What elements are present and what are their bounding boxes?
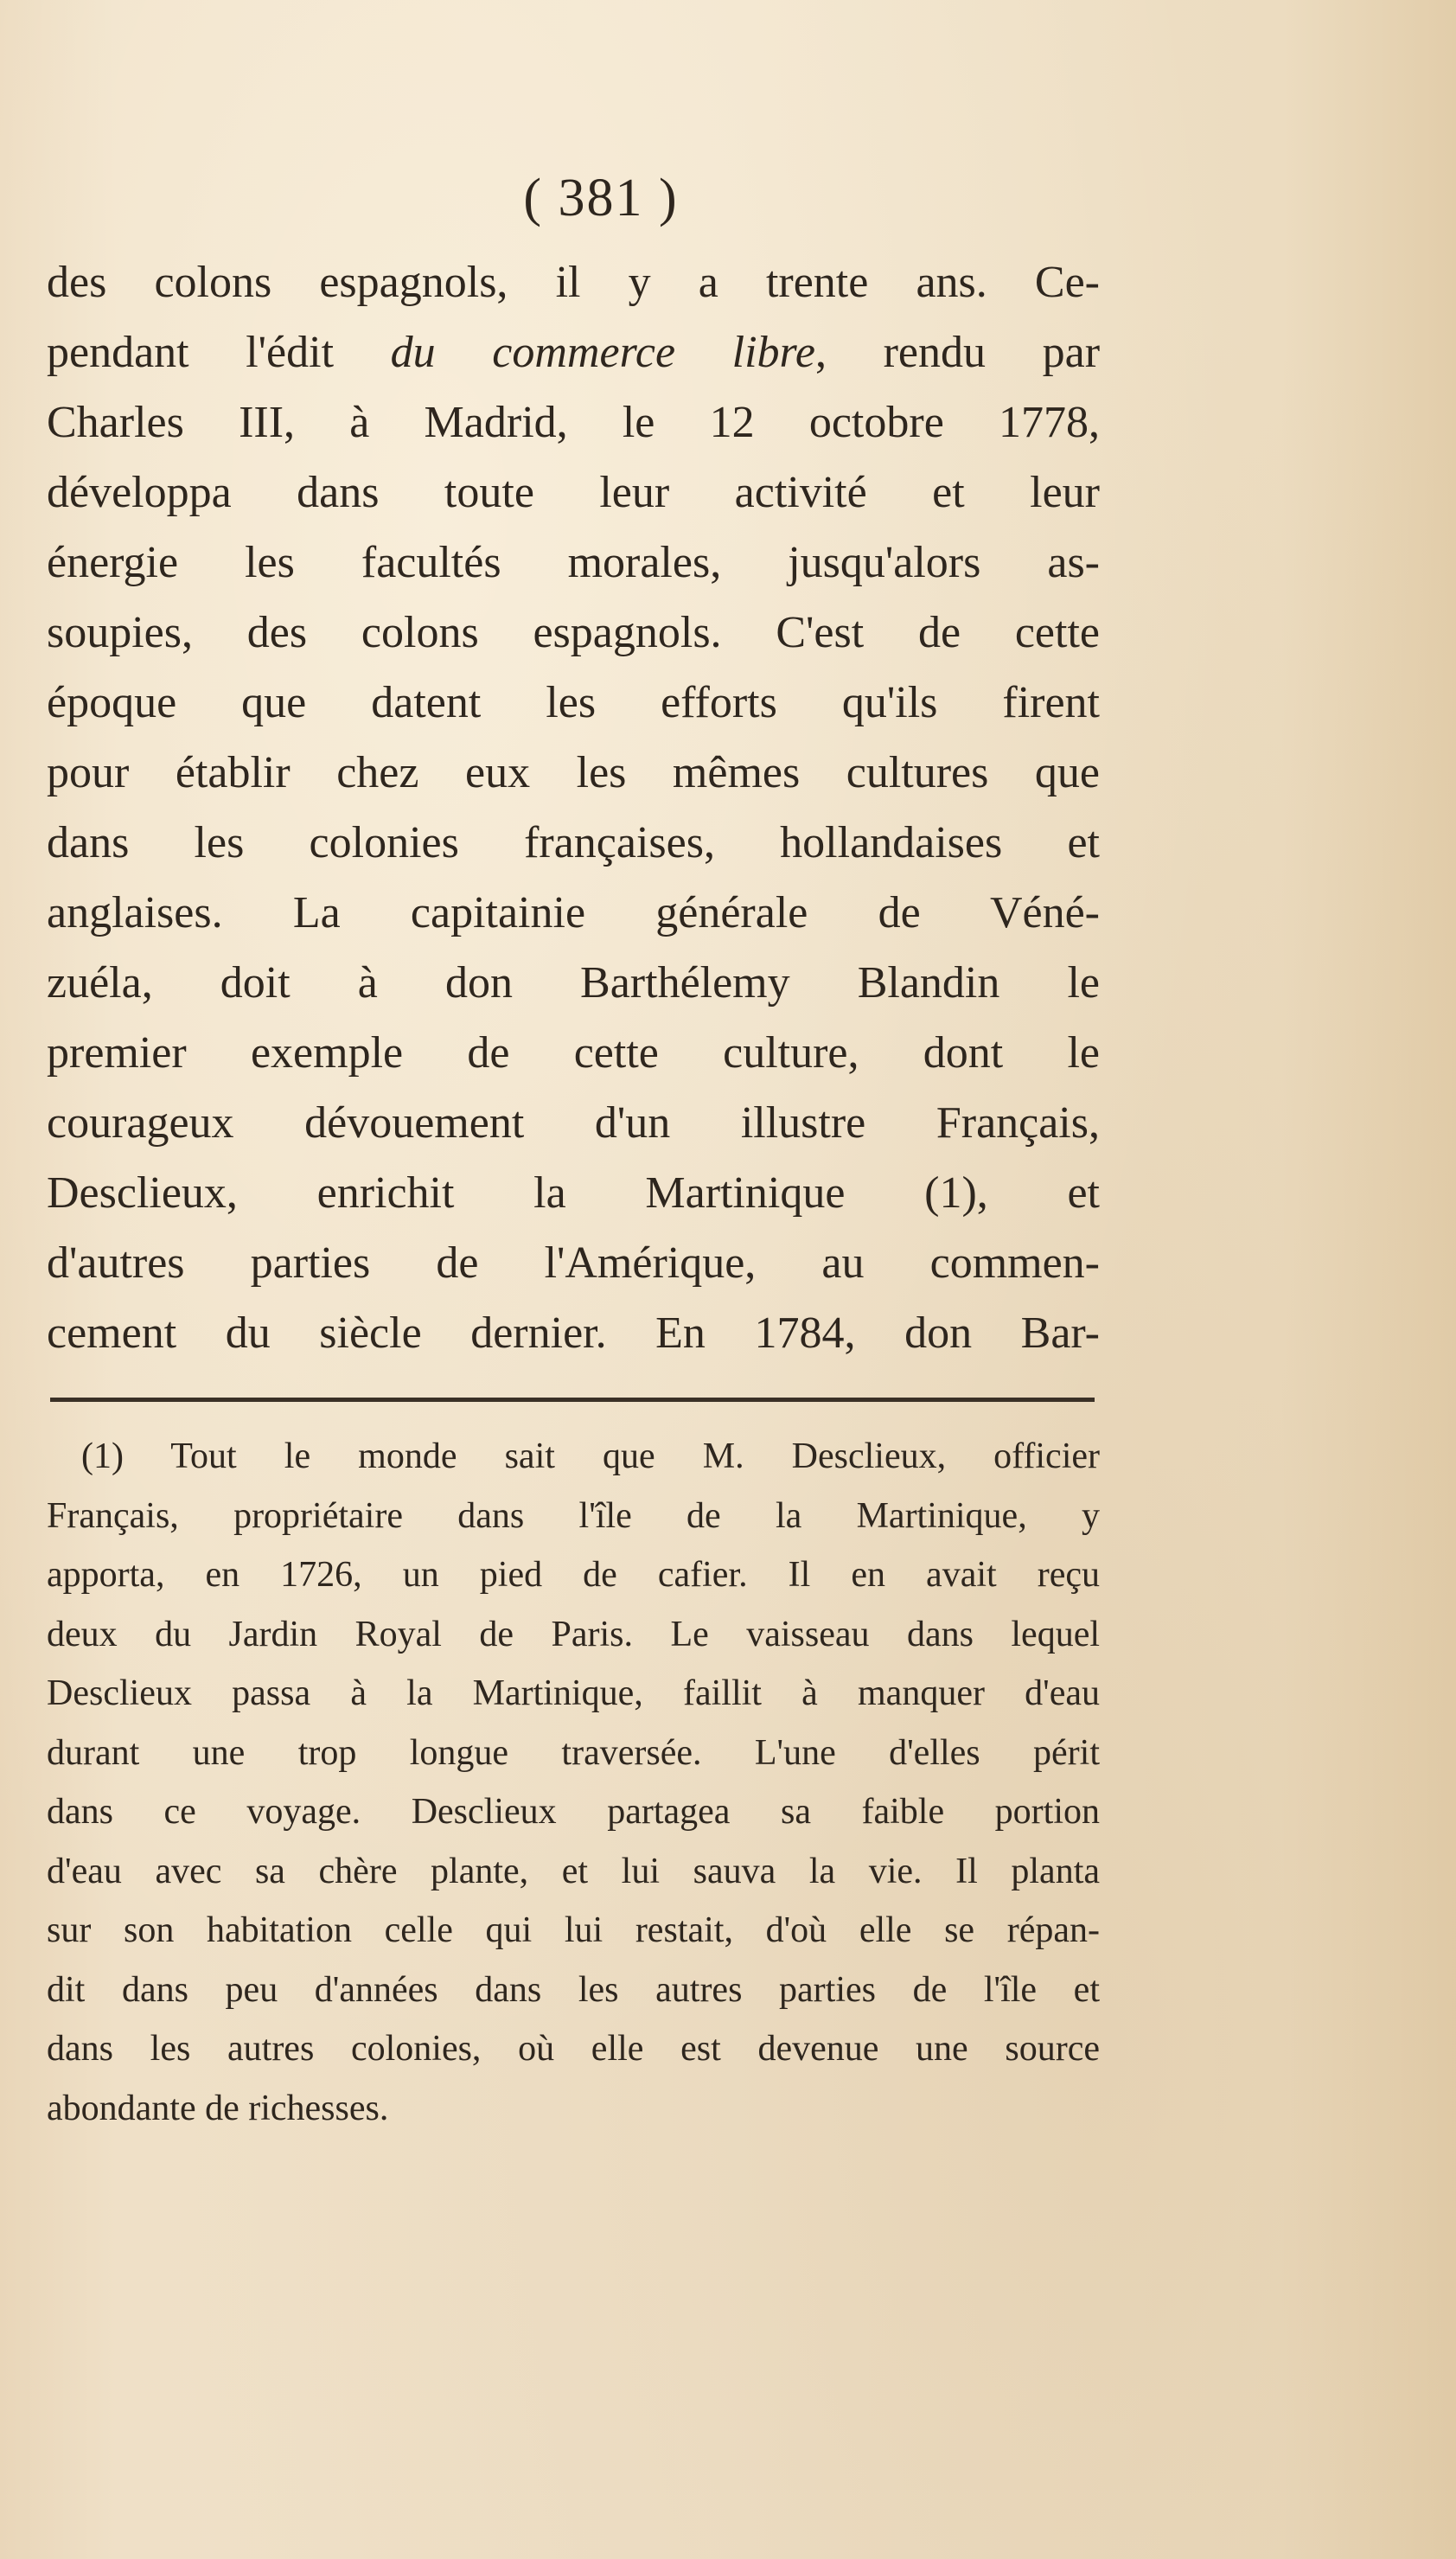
page-number: ( 381 ) xyxy=(523,169,679,227)
text-line: pour établir chez eux les mêmes cultures que xyxy=(47,748,1100,797)
footnote-line: dit dans peu d'années dans les autres parties de l'île et xyxy=(47,1969,1100,2010)
footnote-divider xyxy=(50,1398,1095,1402)
text-line: Desclieux, enrichit la Martinique (1), et xyxy=(47,1168,1100,1218)
footnote-line: Français, propriétaire dans l'île de la Martinique, y xyxy=(47,1495,1100,1536)
text-line: dans les colonies françaises, hollandaises et xyxy=(47,818,1100,867)
text-line: énergie les facultés morales, jusqu'alors as- xyxy=(47,538,1100,587)
footnote-line: durant une trop longue traversée. L'une d'elles périt xyxy=(47,1732,1100,1773)
text-line: zuéla, doit à don Barthélemy Blandin le xyxy=(47,958,1100,1008)
footnote xyxy=(47,1427,1100,2138)
footnote-line: apporta, en 1726, un pied de cafier. Il en avait reçu xyxy=(47,1555,1100,1595)
footnote-line: Desclieux passa à la Martinique, faillit à manquer d'eau xyxy=(47,1673,1100,1713)
text-line-start: pendant l'édit xyxy=(47,328,391,377)
footnote-line: (1) Tout le monde sait que M. Desclieux, officier xyxy=(81,1436,1100,1476)
text-line xyxy=(47,317,1100,387)
footnote-line: deux du Jardin Royal de Paris. Le vaisseau dans lequel xyxy=(47,1614,1100,1654)
text-line: développa dans toute leur activité et leur xyxy=(47,468,1100,517)
italic-phrase: du commerce libre xyxy=(390,328,815,377)
footnote-line: d'eau avec sa chère plante, et lui sauva la vie. Il planta xyxy=(47,1851,1100,1891)
text-line: courageux dévouement d'un illustre Français, xyxy=(47,1098,1100,1148)
footnote-line: dans ce voyage. Desclieux partagea sa faible portion xyxy=(47,1792,1100,1832)
footnote-line: abondante de richesses. xyxy=(47,2088,389,2128)
main-text xyxy=(47,247,1100,1368)
text-line: soupies, des colons espagnols. C'est de cette xyxy=(47,608,1100,657)
text-line: Charles III, à Madrid, le 12 octobre 1778, xyxy=(47,398,1100,447)
footnote-line: dans les autres colonies, où elle est devenue une source xyxy=(47,2029,1100,2069)
text-line: premier exemple de cette culture, dont le xyxy=(47,1028,1100,1078)
text-line-end: , rendu par xyxy=(814,328,1101,377)
text-line: des colons espagnols, il y a trente ans. Ce- xyxy=(47,258,1100,307)
text-line: époque que datent les efforts qu'ils firent xyxy=(47,678,1100,727)
text-line: anglaises. La capitainie générale de Véné- xyxy=(47,888,1100,937)
footnote-line: sur son habitation celle qui lui restait, d'où elle se répan- xyxy=(47,1910,1100,1950)
text-line: cement du siècle dernier. En 1784, don Bar- xyxy=(47,1308,1100,1358)
text-line: d'autres parties de l'Amérique, au commen- xyxy=(47,1238,1100,1288)
